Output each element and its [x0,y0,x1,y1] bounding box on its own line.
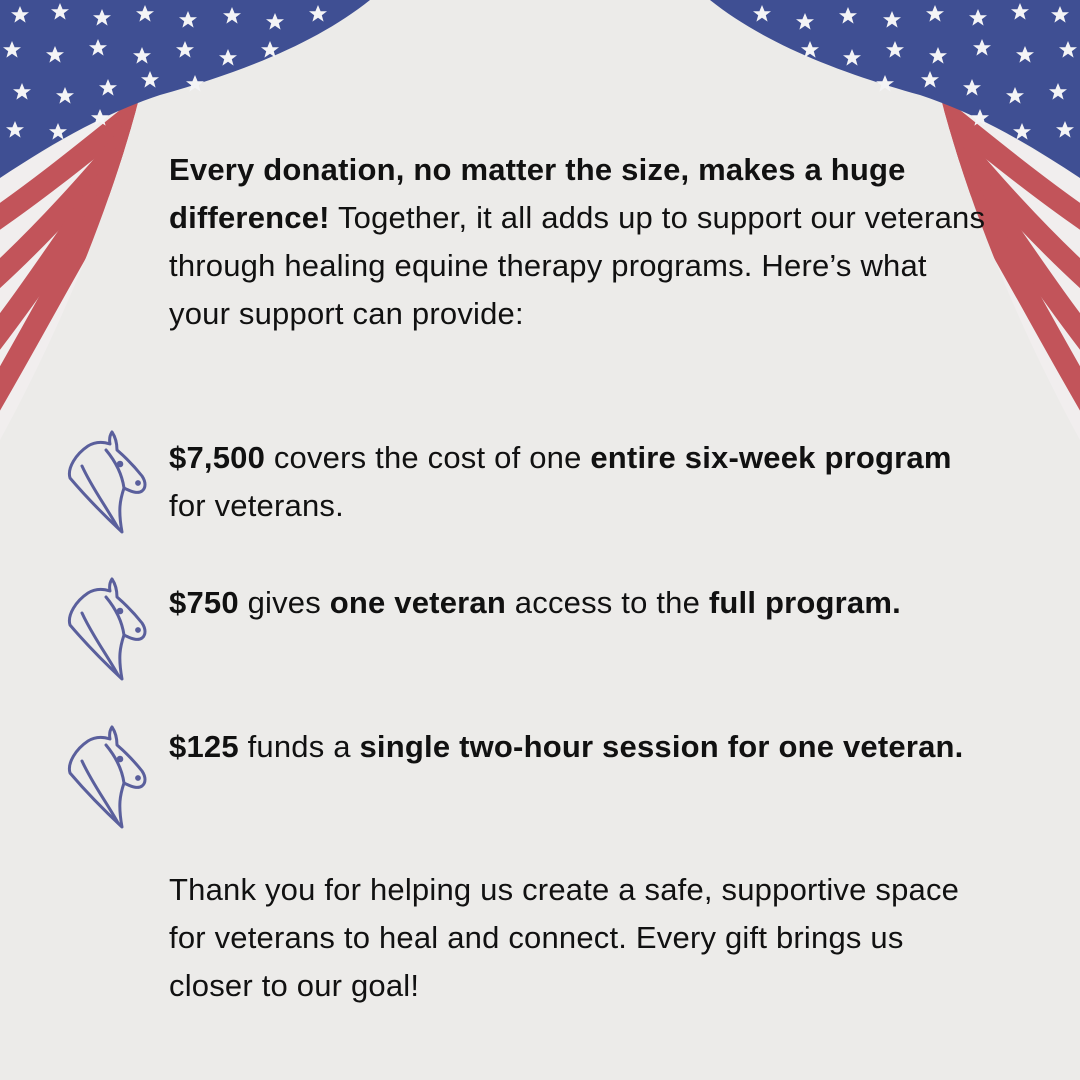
intro-bold-lead: Every donation, no matter the size, makes a huge difference! [169,152,906,235]
closing-paragraph: Thank you for helping us create a safe, supportive space for veterans to heal and connect. Every gift brings us closer to our goal! [169,872,960,1003]
tier-amount: $125 [169,729,239,764]
tier-text-part: access to the [505,585,709,620]
tier-highlight: one veteran [329,585,506,620]
horse-head-icon [62,723,152,833]
tier-highlight: entire six-week program [590,440,952,475]
intro-paragraph [169,146,989,338]
tier-text [169,434,989,530]
tier-text-part: gives [238,585,330,620]
tier-amount: $7,500 [169,440,266,475]
tier-text-part: covers the cost of one [265,440,591,475]
tier-amount: $750 [169,585,239,620]
tier-highlight: full program. [708,585,901,620]
tier-highlight: single two-hour session for one veteran. [359,729,964,764]
tier-text-part: for veterans. [169,488,344,523]
tier-text-part: funds a [238,729,360,764]
horse-head-icon [62,428,152,538]
intro-rest: Together, it all adds up to support our veterans through healing equine therapy programs. Here’s what your support can provide: [169,200,986,331]
horse-head-icon [62,575,152,685]
tier-text [169,579,989,627]
tier-text [169,723,989,771]
